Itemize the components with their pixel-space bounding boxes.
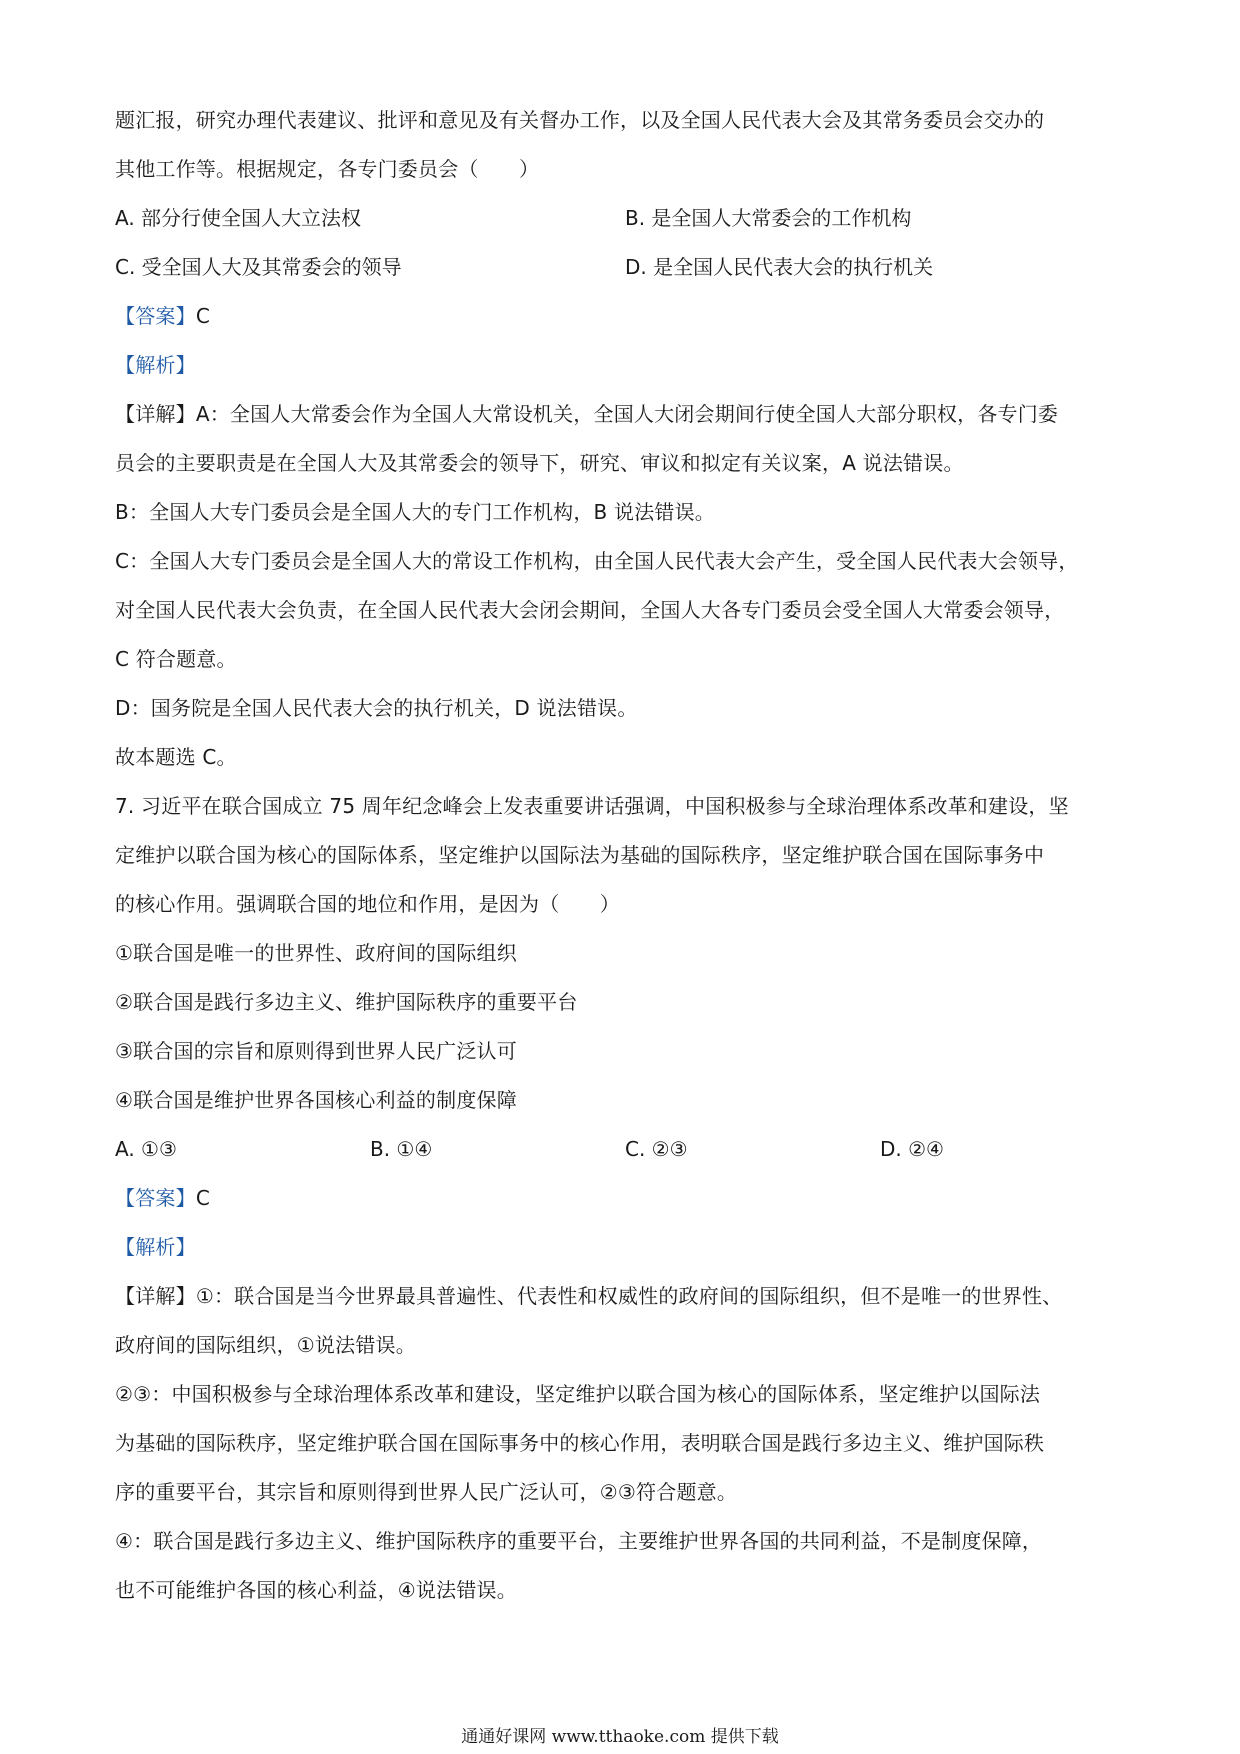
- q6-detail-line-3: B：全国人大专门委员会是全国人大的专门工作机构，B 说法错误。: [115, 500, 715, 524]
- q6-stem-line-2: 其他工作等。根据规定，各专门委员会（ ）: [115, 157, 540, 181]
- q6-option-d: D. 是全国人民代表大会的执行机关: [625, 255, 934, 279]
- q6-analysis: [115, 341, 1135, 390]
- q6-answer-value: C: [195, 304, 210, 328]
- q6-option-a: A. 部分行使全国人大立法权: [115, 206, 362, 230]
- q6-answer: [115, 292, 1135, 341]
- q6-detail-line-6: C 符合题意。: [115, 647, 237, 671]
- q7-options-row: [115, 1125, 1135, 1174]
- q6-option-c: C. 受全国人大及其常委会的领导: [115, 255, 402, 279]
- q7-answer-value: C: [195, 1186, 210, 1210]
- q6-detail-line-5: 对全国人民代表大会负责，在全国人民代表大会闭会期间，全国人大各专门委员会受全国人大常委会领导，: [115, 598, 1065, 622]
- q7-statement-4: ④联合国是维护世界各国核心利益的制度保障: [115, 1088, 517, 1112]
- q7-option-d: D. ②④: [880, 1137, 944, 1161]
- q7-detail-line-1: [115, 1272, 1135, 1321]
- q6-analysis-tag: 【解析】: [115, 353, 196, 377]
- q6-stem-line-1: 题汇报，研究办理代表建议、批评和意见及有关督办工作，以及全国人民代表大会及其常务委员会交办的: [115, 108, 1045, 132]
- q7-detail-line-4: 为基础的国际秩序，坚定维护联合国在国际事务中的核心作用，表明联合国是践行多边主义、维护国际秩: [115, 1431, 1045, 1455]
- q7-stem-line-3: 的核心作用。强调联合国的地位和作用，是因为（ ）: [115, 892, 620, 916]
- q7-detail-text-1: ①：联合国是当今世界最具普遍性、代表性和权威性的政府间的国际组织，但不是唯一的世界性、: [195, 1284, 1063, 1308]
- q6-detail-tag: 【详解】: [115, 402, 196, 426]
- q6-detail-line-8: 故本题选 C。: [115, 745, 237, 769]
- q6-detail-line-1: [115, 390, 1135, 439]
- page-footer: 通通好课网 www.tthaoke.com 提供下载: [461, 1727, 779, 1747]
- page-content: [115, 96, 1135, 1615]
- q7-stem-line-1: 7. 习近平在联合国成立 75 周年纪念峰会上发表重要讲话强调，中国积极参与全球治理体系改革和建设，坚: [115, 794, 1069, 818]
- q7-answer: [115, 1174, 1135, 1223]
- q6-detail-line-7: D：国务院是全国人民代表大会的执行机关，D 说法错误。: [115, 696, 638, 720]
- q6-detail-text-1: A：全国人大常委会作为全国人大常设机关，全国人大闭会期间行使全国人大部分职权，各专门委: [195, 402, 1059, 426]
- q7-analysis: [115, 1223, 1135, 1272]
- q7-stem-line-2: 定维护以联合国为核心的国际体系，坚定维护以国际法为基础的国际秩序，坚定维护联合国在国际事务中: [115, 843, 1045, 867]
- q7-detail-tag: 【详解】: [115, 1284, 196, 1308]
- q6-option-b: B. 是全国人大常委会的工作机构: [625, 206, 912, 230]
- q6-options-row-2: [115, 243, 1135, 292]
- q7-option-c: C. ②③: [625, 1137, 688, 1161]
- q7-answer-tag: 【答案】: [115, 1186, 196, 1210]
- q7-statement-3: ③联合国的宗旨和原则得到世界人民广泛认可: [115, 1039, 517, 1063]
- q7-analysis-tag: 【解析】: [115, 1235, 196, 1259]
- q7-detail-line-3: ②③：中国积极参与全球治理体系改革和建设，坚定维护以联合国为核心的国际体系，坚定维护以国际法: [115, 1382, 1041, 1406]
- q7-statement-1: ①联合国是唯一的世界性、政府间的国际组织: [115, 941, 517, 965]
- q6-options-row-1: [115, 194, 1135, 243]
- q7-option-a: A. ①③: [115, 1137, 177, 1161]
- q7-option-b: B. ①④: [370, 1137, 433, 1161]
- q7-statement-2: ②联合国是践行多边主义、维护国际秩序的重要平台: [115, 990, 578, 1014]
- q6-detail-line-2: 员会的主要职责是在全国人大及其常委会的领导下，研究、审议和拟定有关议案，A 说法错误。: [115, 451, 964, 475]
- q7-detail-line-7: 也不可能维护各国的核心利益，④说法错误。: [115, 1578, 517, 1602]
- q7-detail-line-6: ④：联合国是践行多边主义、维护国际秩序的重要平台，主要维护世界各国的共同利益，不是制度保障，: [115, 1529, 1043, 1553]
- q7-detail-line-2: 政府间的国际组织，①说法错误。: [115, 1333, 416, 1357]
- q6-detail-line-4: C：全国人大专门委员会是全国人大的常设工作机构，由全国人民代表大会产生，受全国人民代表大会领导，: [115, 549, 1079, 573]
- q6-answer-tag: 【答案】: [115, 304, 196, 328]
- q7-detail-line-5: 序的重要平台，其宗旨和原则得到世界人民广泛认可，②③符合题意。: [115, 1480, 738, 1504]
